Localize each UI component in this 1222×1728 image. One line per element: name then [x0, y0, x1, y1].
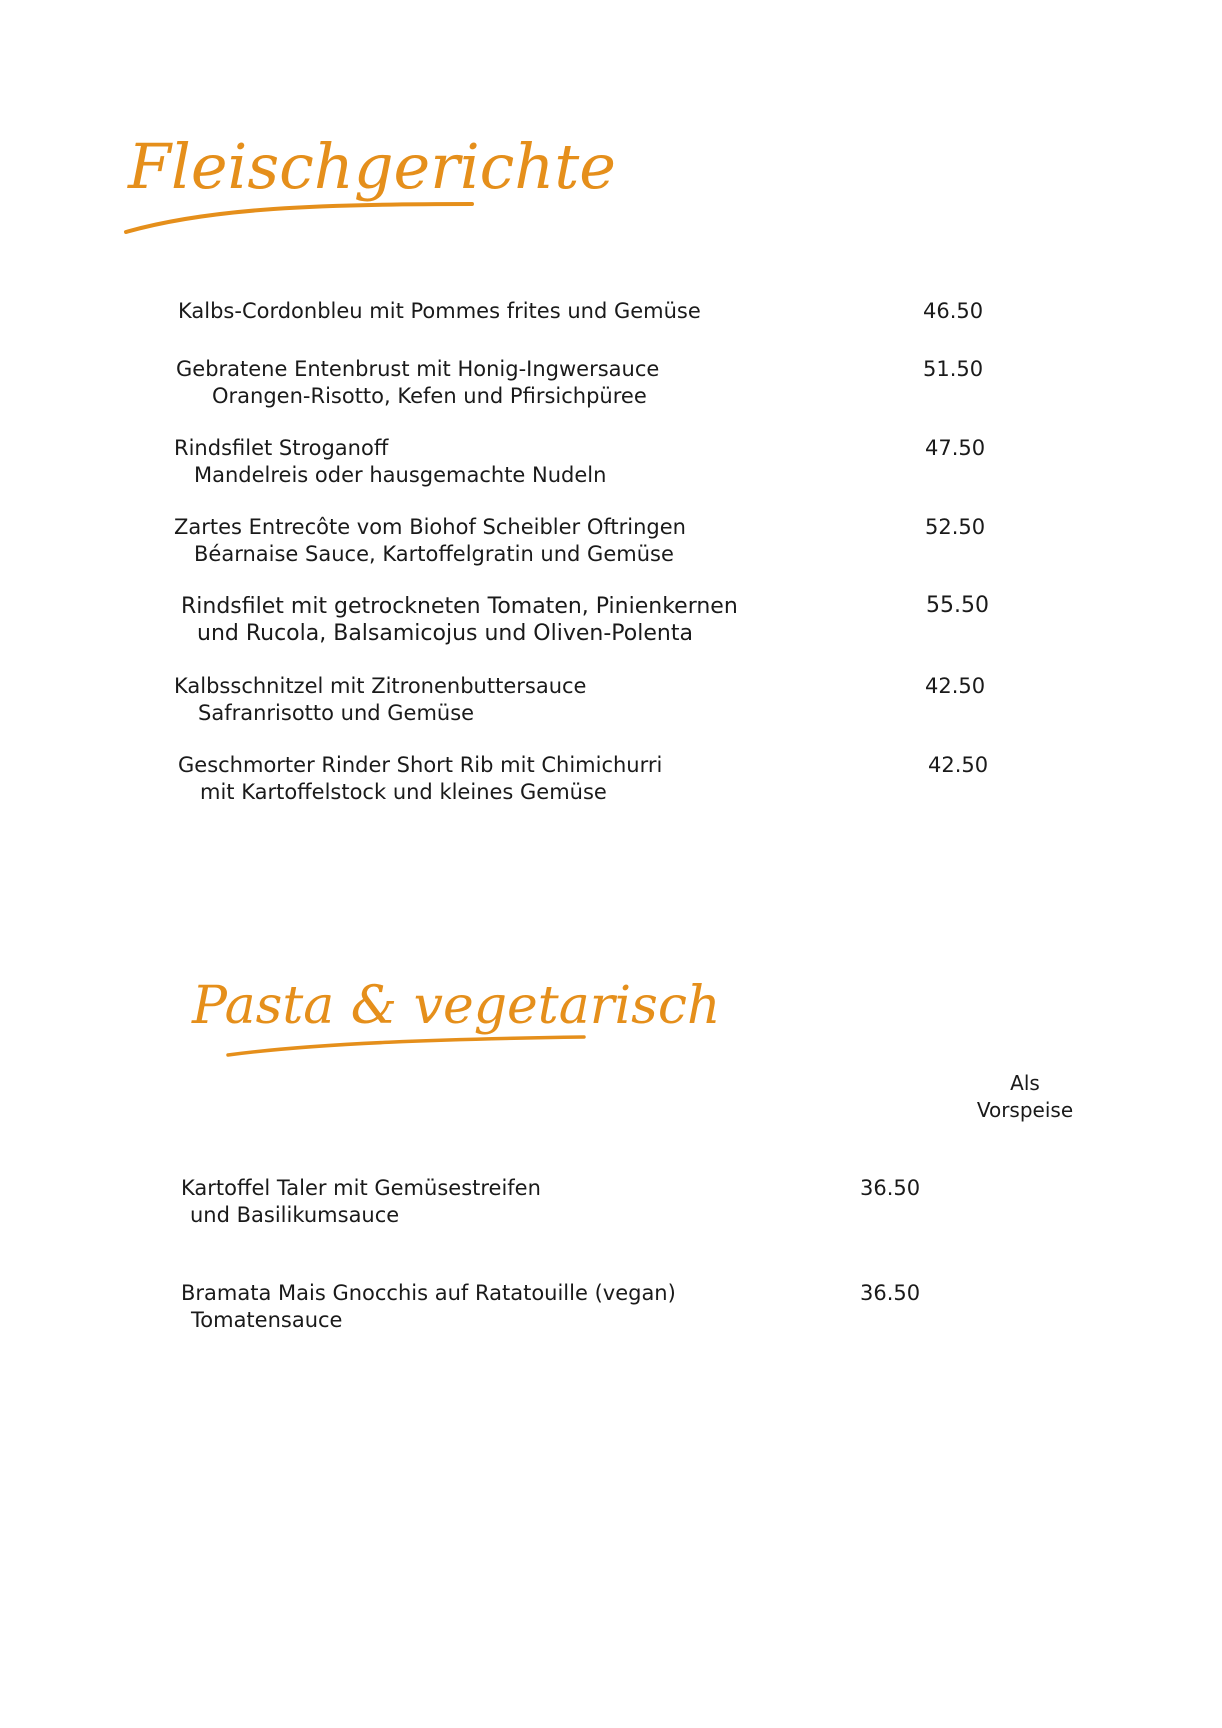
menu-item-description: Béarnaise Sauce, Kartoffelgratin und Gemüse	[194, 541, 674, 566]
menu-item	[174, 435, 606, 488]
menu-item-description: mit Kartoffelstock und kleines Gemüse	[200, 779, 607, 804]
menu-item-description: Mandelreis oder hausgemachte Nudeln	[194, 462, 607, 487]
menu-item-price: 36.50	[860, 1281, 921, 1305]
menu-item	[181, 1175, 541, 1228]
section-title-meat: Fleischgerichte	[128, 130, 616, 203]
section-title-pasta: Pasta & vegetarisch	[192, 976, 721, 1036]
heading-underline-meat	[126, 204, 472, 232]
section-heading-pasta	[188, 955, 721, 1065]
column-header-starter	[960, 1070, 1090, 1123]
menu-item-price: 47.50	[925, 436, 986, 460]
menu-item	[181, 1280, 676, 1333]
menu-item-price: 42.50	[925, 674, 986, 698]
menu-item-name: Kalbsschnitzel mit Zitronenbuttersauce	[174, 674, 587, 698]
menu-item-name: Rindsfilet Stroganoff	[174, 436, 389, 460]
menu-item-description: Tomatensauce	[191, 1307, 343, 1332]
menu-item-name: Rindsfilet mit getrockneten Tomaten, Pinienkernen	[181, 594, 738, 619]
menu-item-description: Safranrisotto und Gemüse	[198, 700, 475, 725]
menu-item-price: 46.50	[923, 299, 984, 323]
menu-item-name: Geschmorter Rinder Short Rib mit Chimichurri	[178, 753, 663, 777]
menu-item-name: Zartes Entrecôte vom Biohof Scheibler Oftringen	[174, 515, 686, 539]
heading-underline-pasta	[228, 1037, 584, 1055]
menu-item-name: Kalbs-Cordonbleu mit Pommes frites und Gemüse	[178, 299, 701, 323]
menu-item	[174, 514, 686, 567]
column-header-line: Als	[1010, 1071, 1040, 1095]
menu-item-name: Kartoffel Taler mit Gemüsestreifen	[181, 1176, 541, 1200]
menu-item-description: und Rucola, Balsamicojus und Oliven-Polenta	[197, 621, 693, 646]
menu-item	[178, 298, 701, 325]
menu-item-name: Gebratene Entenbrust mit Honig-Ingwersauce	[176, 357, 660, 381]
menu-item-price: 42.50	[928, 753, 989, 777]
menu-item-description: und Basilikumsauce	[190, 1202, 400, 1227]
menu-item	[181, 593, 738, 647]
menu-item	[174, 673, 586, 726]
column-header-line: Vorspeise	[976, 1097, 1074, 1122]
section-heading-meat	[120, 108, 616, 238]
menu-item	[178, 752, 662, 805]
menu-item-price: 52.50	[925, 515, 986, 539]
menu-item	[176, 356, 659, 409]
menu-item-price: 51.50	[923, 357, 984, 381]
menu-item-price: 36.50	[860, 1176, 921, 1200]
menu-item-price: 55.50	[926, 593, 989, 618]
menu-item-description: Orangen-Risotto, Kefen und Pfirsichpüree	[212, 383, 647, 408]
menu-item-name: Bramata Mais Gnocchis auf Ratatouille (vegan)	[181, 1281, 676, 1305]
